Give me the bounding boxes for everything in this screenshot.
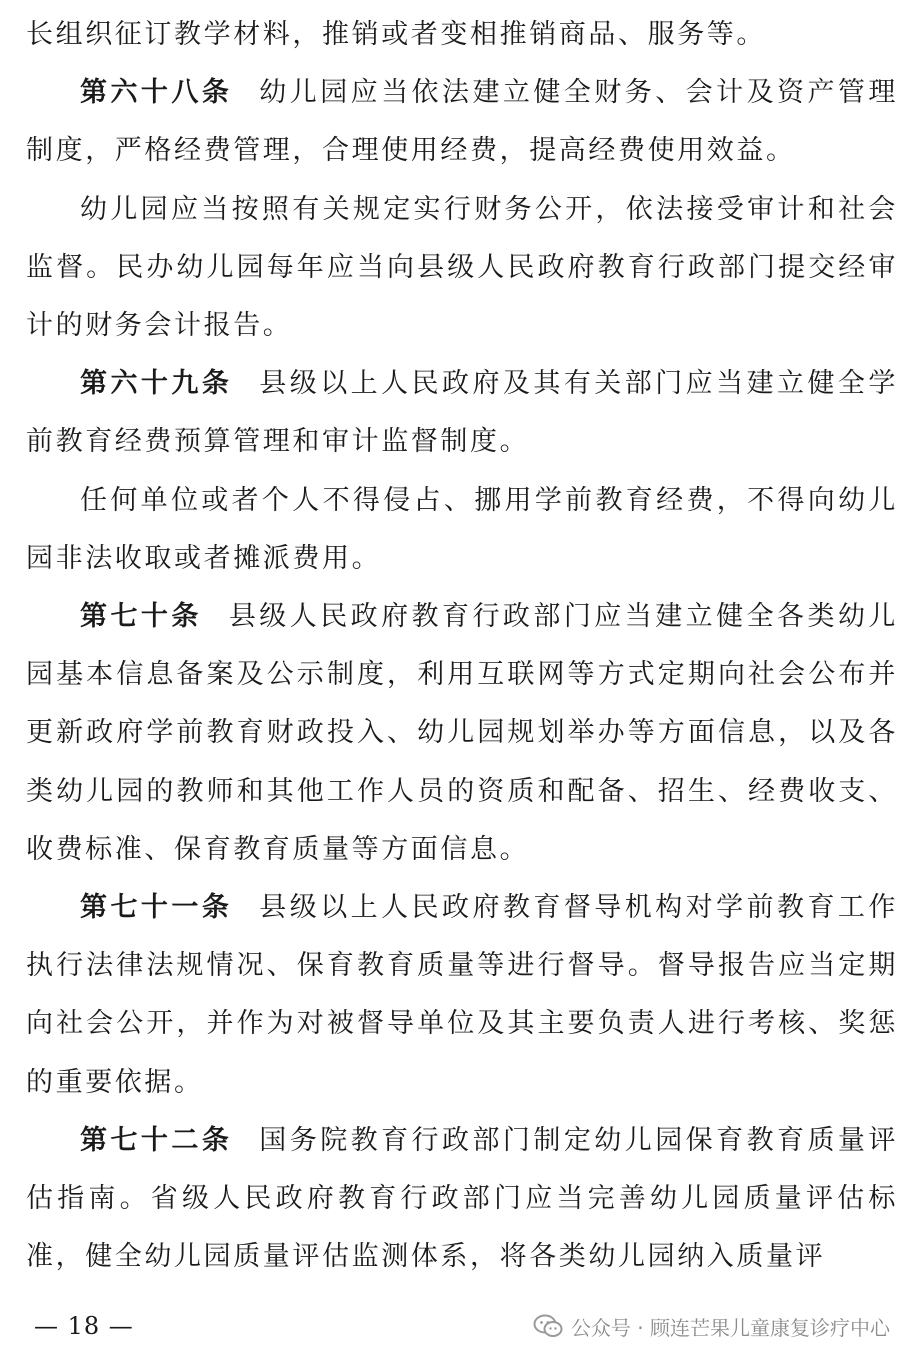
document-body <box>26 6 898 1286</box>
article-heading: 第七十二条 <box>80 1124 233 1156</box>
paragraph-8 <box>26 1112 898 1287</box>
paragraph-1 <box>26 6 898 64</box>
paragraph-4 <box>26 355 898 471</box>
paragraph-5 <box>26 472 898 588</box>
paragraph-7 <box>26 879 898 1112</box>
page-number: — 18 — <box>34 1312 134 1340</box>
page-footer <box>0 1306 920 1346</box>
paragraph-text: 县级人民政府教育行政部门应当建立健全各类幼儿园基本信息备案及公示制度，利用互联网等方式定期向社会公布并更新政府学前教育财政投入、幼儿园规划举办等方面信息，以及各类幼儿园的教师和其他工作人员的资质和配备、招生、经费收支、收费标准、保育教育质量等方面信息。 <box>26 601 898 865</box>
paragraph-text: 长组织征订教学材料，推销或者变相推销商品、服务等。 <box>26 19 766 50</box>
article-heading: 第七十一条 <box>80 892 233 924</box>
paragraph-text: 县级以上人民政府及其有关部门应当建立健全学前教育经费预算管理和审计监督制度。 <box>26 368 898 458</box>
article-heading: 第六十八条 <box>80 77 233 109</box>
watermark-text: 公众号 · 顾连芒果儿童康复诊疗中心 <box>570 1315 890 1340</box>
paragraph-text: 幼儿园应当按照有关规定实行财务公开，依法接受审计和社会监督。民办幼儿园每年应当向县级人民政府教育行政部门提交经审计的财务会计报告。 <box>26 193 898 342</box>
paragraph-text: 国务院教育行政部门制定幼儿园保育教育质量评估指南。省级人民政府教育行政部门应当完善幼儿园质量评估标准，健全幼儿园质量评估监测体系，将各类幼儿园纳入质量评 <box>26 1124 898 1273</box>
paragraph-6 <box>26 588 898 879</box>
article-heading: 第七十条 <box>80 601 202 633</box>
paragraph-3 <box>26 181 898 356</box>
paragraph-2 <box>26 64 898 180</box>
paragraph-text: 任何单位或者个人不得侵占、挪用学前教育经费，不得向幼儿园非法收取或者摊派费用。 <box>26 484 898 574</box>
paragraph-text: 幼儿园应当依法建立健全财务、会计及资产管理制度，严格经费管理，合理使用经费，提高经费使用效益。 <box>26 77 898 167</box>
watermark <box>533 1310 890 1342</box>
wechat-icon <box>533 1313 563 1339</box>
paragraph-text: 县级以上人民政府教育督导机构对学前教育工作执行法律法规情况、保育教育质量等进行督导。督导报告应当定期向社会公开，并作为对被督导单位及其主要负责人进行考核、奖惩的重要依据。 <box>26 892 898 1098</box>
article-heading: 第六十九条 <box>80 368 233 400</box>
